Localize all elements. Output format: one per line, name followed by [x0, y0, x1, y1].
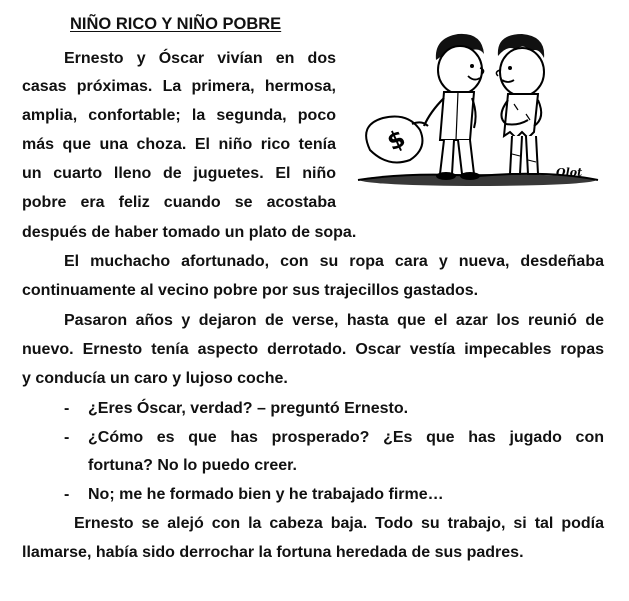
- document-title: NIÑO RICO Y NIÑO POBRE: [70, 15, 282, 33]
- svg-text:$: $: [382, 124, 410, 157]
- paragraph-1-line: un cuarto lleno de juguetes. El niño: [22, 165, 336, 182]
- paragraph-1-line: más que una choza. El niño rico tenía: [22, 136, 336, 153]
- paragraph-3-line: nuevo. Ernesto tenía aspecto derrotado. Oscar vestía impecables ropas: [22, 341, 604, 358]
- paragraph-1-line: después de haber tomado un plato de sopa.: [22, 224, 357, 241]
- dialogue-line: ¿Eres Óscar, verdad? – preguntó Ernesto.: [88, 400, 409, 417]
- poor-boy-figure: [496, 34, 544, 174]
- paragraph-2-line: continuamente al vecino pobre por sus trajecillos gastados.: [22, 282, 479, 299]
- dialogue-dash: -: [64, 429, 70, 446]
- illustration: [348, 30, 608, 190]
- paragraph-4-line: llamarse, había sido derrochar la fortuna heredada de sus padres.: [22, 544, 524, 561]
- paragraph-3-line: Pasaron años y dejaron de verse, hasta que el azar los reunió de: [64, 312, 604, 329]
- paragraph-2-line: El muchacho afortunado, con su ropa cara y nueva, desdeñaba: [64, 253, 604, 270]
- dialogue-line: No; me he formado bien y he trabajado firme…: [88, 486, 444, 503]
- rich-boy-figure: [424, 34, 484, 180]
- paragraph-4-line: Ernesto se alejó con la cabeza baja. Todo su trabajo, si tal podía: [74, 515, 604, 532]
- dialogue-dash: -: [64, 400, 70, 417]
- dialogue-dash: -: [64, 486, 70, 503]
- artist-signature: Olot: [556, 166, 583, 179]
- paragraph-1-line: pobre era feliz cuando se acostaba: [22, 194, 336, 211]
- dialogue-line: ¿Cómo es que has prosperado? ¿Es que has jugado con: [88, 429, 604, 446]
- money-bag-icon: [366, 117, 428, 163]
- paragraph-1-line: Ernesto y Óscar vivían en dos: [64, 50, 336, 67]
- paragraph-1-line: amplia, confortable; la segunda, poco: [22, 107, 336, 124]
- dialogue-line: fortuna? No lo puedo creer.: [88, 457, 297, 474]
- paragraph-3-line: y conducía un caro y lujoso coche.: [22, 370, 288, 387]
- paragraph-1-line: casas próximas. La primera, hermosa,: [22, 78, 336, 95]
